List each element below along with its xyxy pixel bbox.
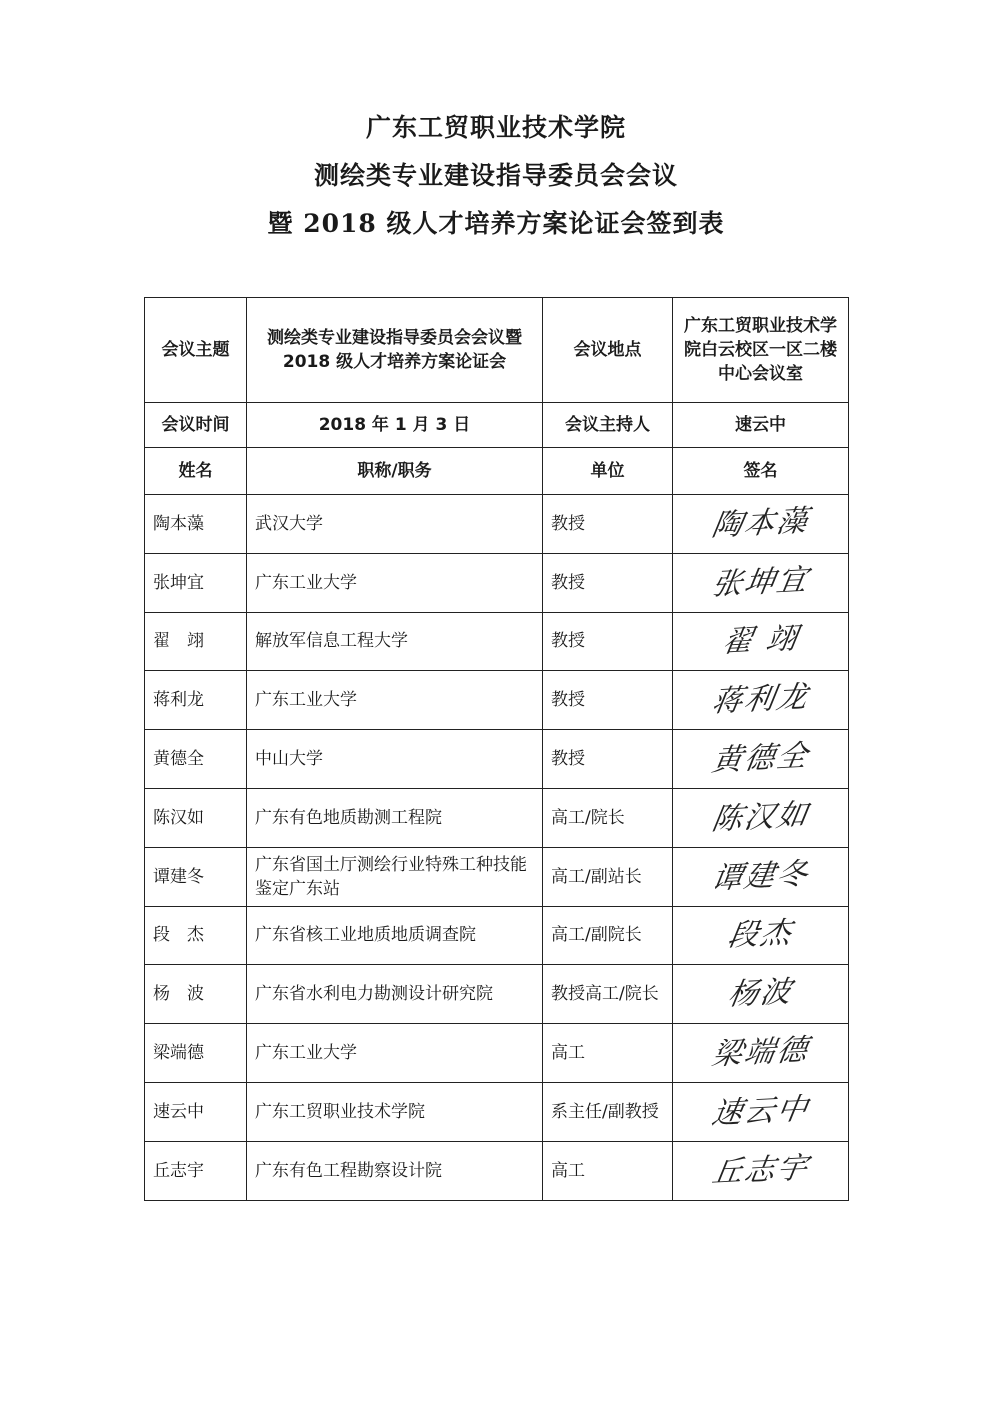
handwritten-signature: 梁端德 <box>709 1032 812 1073</box>
person-name: 黄德全 <box>145 730 247 789</box>
signature-cell <box>673 847 849 906</box>
person-title: 教授 <box>543 730 673 789</box>
handwritten-signature: 黄德全 <box>709 738 812 779</box>
person-name: 陈汉如 <box>145 788 247 847</box>
person-name: 梁端德 <box>145 1024 247 1083</box>
column-header-row <box>145 448 849 495</box>
person-name: 蒋利龙 <box>145 671 247 730</box>
person-org: 中山大学 <box>247 730 543 789</box>
column-header-org: 单位 <box>543 448 673 495</box>
person-org: 广东工业大学 <box>247 671 543 730</box>
person-name: 翟 翊 <box>145 612 247 671</box>
person-name: 陶本藻 <box>145 495 247 554</box>
person-title: 教授 <box>543 671 673 730</box>
handwritten-signature: 速云中 <box>709 1091 812 1132</box>
handwritten-signature: 谭建冬 <box>709 856 812 897</box>
person-org: 广东工业大学 <box>247 1024 543 1083</box>
signature-cell <box>673 1024 849 1083</box>
table-row <box>145 553 849 612</box>
signature-cell <box>673 788 849 847</box>
signature-cell <box>673 730 849 789</box>
signature-cell <box>673 671 849 730</box>
signature-cell <box>673 906 849 965</box>
table-row <box>145 495 849 554</box>
location-label: 会议地点 <box>543 298 673 403</box>
person-org: 广东省国土厅测绘行业特殊工种技能鉴定广东站 <box>247 847 543 906</box>
person-title: 高工/副站长 <box>543 847 673 906</box>
time-row <box>145 403 849 448</box>
signature-cell <box>673 612 849 671</box>
person-title: 教授高工/院长 <box>543 965 673 1024</box>
signature-cell <box>673 553 849 612</box>
topic-label: 会议主题 <box>145 298 247 403</box>
title-line-2: 测绘类专业建设指导委员会会议 <box>313 161 678 190</box>
signature-cell <box>673 965 849 1024</box>
column-header-name: 姓名 <box>145 448 247 495</box>
table-row <box>145 671 849 730</box>
host-value: 速云中 <box>673 403 849 448</box>
table-row <box>145 847 849 906</box>
person-title: 高工/副院长 <box>543 906 673 965</box>
handwritten-signature: 张坤宜 <box>709 562 812 603</box>
table-row <box>145 1082 849 1141</box>
person-title: 高工 <box>543 1141 673 1200</box>
person-org: 广东有色工程勘察设计院 <box>247 1141 543 1200</box>
column-header-signature: 签名 <box>673 448 849 495</box>
topic-row <box>145 298 849 403</box>
table-row <box>145 1141 849 1200</box>
signature-cell <box>673 1141 849 1200</box>
handwritten-signature: 翟 翊 <box>719 621 802 661</box>
person-title: 高工 <box>543 1024 673 1083</box>
signature-cell <box>673 1082 849 1141</box>
person-name: 丘志宇 <box>145 1141 247 1200</box>
handwritten-signature: 陈汉如 <box>709 797 812 838</box>
person-title: 系主任/副教授 <box>543 1082 673 1141</box>
person-org: 武汉大学 <box>247 495 543 554</box>
signature-cell <box>673 495 849 554</box>
table-row <box>145 788 849 847</box>
time-value: 2018 年 1 月 3 日 <box>247 403 543 448</box>
time-label: 会议时间 <box>145 403 247 448</box>
handwritten-signature: 蒋利龙 <box>709 679 812 720</box>
title-line-3: 暨 2018 级人才培养方案论证会签到表 <box>267 209 725 238</box>
person-name: 谭建冬 <box>145 847 247 906</box>
table-row <box>145 906 849 965</box>
person-org: 广东工贸职业技术学院 <box>247 1082 543 1141</box>
topic-value: 测绘类专业建设指导委员会会议暨 2018 级人才培养方案论证会 <box>247 298 543 403</box>
sign-in-table <box>144 297 849 1201</box>
person-org: 解放军信息工程大学 <box>247 612 543 671</box>
person-name: 张坤宜 <box>145 553 247 612</box>
handwritten-signature: 丘志宇 <box>709 1150 812 1191</box>
handwritten-signature: 杨波 <box>725 974 796 1013</box>
person-name: 段 杰 <box>145 906 247 965</box>
person-org: 广东有色地质勘测工程院 <box>247 788 543 847</box>
host-label: 会议主持人 <box>543 403 673 448</box>
location-value: 广东工贸职业技术学院白云校区一区二楼中心会议室 <box>673 298 849 403</box>
handwritten-signature: 陶本藻 <box>709 503 812 544</box>
person-org: 广东省核工业地质地质调查院 <box>247 906 543 965</box>
title-line-1: 广东工贸职业技术学院 <box>365 113 626 142</box>
table-row <box>145 965 849 1024</box>
person-org: 广东省水利电力勘测设计研究院 <box>247 965 543 1024</box>
table-row <box>145 730 849 789</box>
column-header-title: 职称/职务 <box>247 448 543 495</box>
person-title: 高工/院长 <box>543 788 673 847</box>
person-name: 杨 波 <box>145 965 247 1024</box>
person-title: 教授 <box>543 612 673 671</box>
person-name: 速云中 <box>145 1082 247 1141</box>
person-title: 教授 <box>543 553 673 612</box>
person-title: 教授 <box>543 495 673 554</box>
document-title <box>0 104 992 248</box>
table-row <box>145 1024 849 1083</box>
handwritten-signature: 段杰 <box>725 915 796 955</box>
person-org: 广东工业大学 <box>247 553 543 612</box>
table-row <box>145 612 849 671</box>
